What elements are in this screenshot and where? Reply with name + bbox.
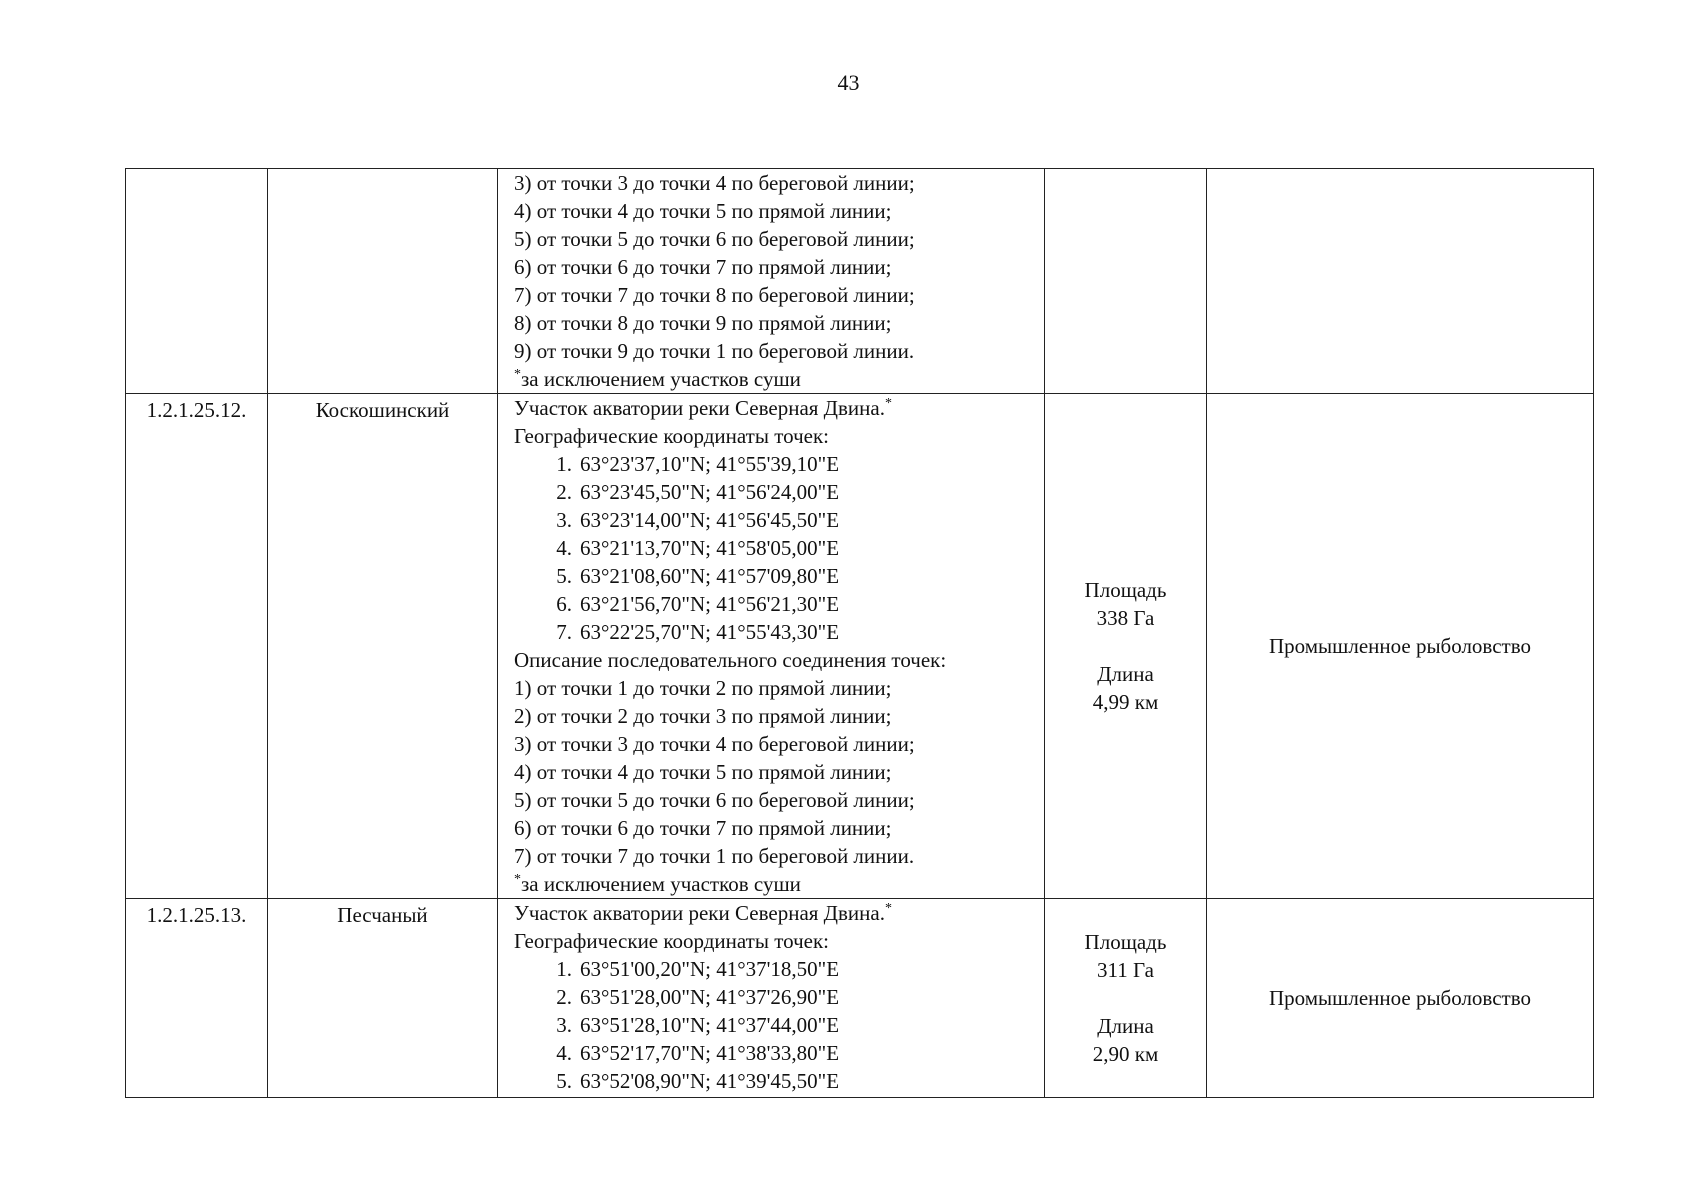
coordinate-value: 63°23'45,50"N; 41°56'24,00"E [580,480,840,504]
coordinate-index: 6. [556,592,572,616]
description-line: 2) от точки 2 до точки 3 по прямой линии; [514,704,892,728]
cell-purpose: Промышленное рыболовство [1207,899,1594,1098]
description-line: 9) от точки 9 до точки 1 по береговой линии. [514,339,915,363]
coordinate-item [514,1011,1044,1039]
coordinate-index: 2. [556,480,572,504]
footnote-star: * [884,396,892,411]
coordinate-value: 63°21'13,70"N; 41°58'05,00"E [580,536,840,560]
cell-name: Коскошинский [268,394,498,899]
cell-name-empty [268,169,498,394]
coordinate-value: 63°52'17,70"N; 41°38'33,80"E [580,1041,840,1065]
coordinate-index: 5. [556,1069,572,1093]
length-label: Длина [1097,1014,1154,1038]
description-line: 7) от точки 7 до точки 1 по береговой линии. [514,844,915,868]
cell-description [498,394,1045,899]
coordinate-item [514,1067,1044,1095]
footnote-text: за исключением участков суши [521,872,801,896]
coordinate-index: 4. [556,1041,572,1065]
footnote-star: * [514,872,521,887]
cell-number: 1.2.1.25.13. [126,899,268,1098]
coordinate-value: 63°51'28,00"N; 41°37'26,90"E [580,985,840,1009]
area-label: Площадь [1084,930,1167,954]
footnote [514,365,1044,393]
area-intro-text: Участок акватории реки Северная Двина. [514,901,885,925]
cell-description [498,899,1045,1098]
description-line: 6) от точки 6 до точки 7 по прямой линии; [514,816,892,840]
area-value: 338 Га [1096,606,1155,630]
coordinate-value: 63°21'56,70"N; 41°56'21,30"E [580,592,840,616]
cell-number-empty [126,169,268,394]
cell-name: Песчаный [268,899,498,1098]
cell-description-continuation [498,169,1045,394]
coordinate-value: 63°51'00,20"N; 41°37'18,50"E [580,957,840,981]
coordinate-value: 63°23'14,00"N; 41°56'45,50"E [580,508,840,532]
area-value: 311 Га [1097,958,1154,982]
cell-size [1045,394,1207,899]
coordinate-index: 3. [556,508,572,532]
area-label: Площадь [1084,578,1167,602]
description-line: 7) от точки 7 до точки 8 по береговой линии; [514,283,915,307]
coords-title: Географические координаты точек: [514,424,829,448]
coordinate-item [514,534,1044,562]
description-line: 3) от точки 3 до точки 4 по береговой линии; [514,171,915,195]
description-line: 6) от точки 6 до точки 7 по прямой линии; [514,255,892,279]
coordinate-item [514,1039,1044,1067]
coords-title: Географические координаты точек: [514,929,829,953]
footnote-star: * [884,901,892,916]
coordinate-item [514,450,1044,478]
coordinate-index: 7. [556,620,572,644]
table-row [126,899,1594,1098]
coordinate-item [514,562,1044,590]
length-label: Длина [1097,662,1154,686]
coordinate-item [514,506,1044,534]
cell-size-empty [1045,169,1207,394]
coordinate-index: 2. [556,985,572,1009]
fishing-areas-table [125,168,1594,1098]
coordinate-index: 5. [556,564,572,588]
footnote-star: * [514,367,521,382]
description-line: 1) от точки 1 до точки 2 по прямой линии; [514,676,892,700]
page-number: 43 [837,70,860,95]
coordinate-index: 3. [556,1013,572,1037]
cell-purpose-empty [1207,169,1594,394]
cell-number: 1.2.1.25.12. [126,394,268,899]
length-value: 4,99 км [1092,690,1159,714]
description-line: 5) от точки 5 до точки 6 по береговой линии; [514,227,915,251]
table-row [126,394,1594,899]
description-line: 8) от точки 8 до точки 9 по прямой линии; [514,311,892,335]
description-line: 4) от точки 4 до точки 5 по прямой линии; [514,760,892,784]
coordinate-item [514,590,1044,618]
length-value: 2,90 км [1092,1042,1159,1066]
footnote [514,870,1044,898]
coordinate-item [514,618,1044,646]
footnote-text: за исключением участков суши [521,367,801,391]
cell-size [1045,899,1207,1098]
description-line: 5) от точки 5 до точки 6 по береговой линии; [514,788,915,812]
area-intro-text: Участок акватории реки Северная Двина. [514,396,885,420]
coordinate-value: 63°51'28,10"N; 41°37'44,00"E [580,1013,840,1037]
coordinate-item [514,955,1044,983]
table-row-continuation [126,169,1594,394]
coordinate-value: 63°21'08,60"N; 41°57'09,80"E [580,564,840,588]
coordinate-index: 1. [556,452,572,476]
description-line: 4) от точки 4 до точки 5 по прямой линии; [514,199,892,223]
coordinate-item [514,983,1044,1011]
coordinate-value: 63°23'37,10"N; 41°55'39,10"E [580,452,840,476]
coordinate-item [514,478,1044,506]
area-intro [514,394,1044,422]
description-title: Описание последовательного соединения точек: [514,648,947,672]
cell-purpose: Промышленное рыболовство [1207,394,1594,899]
coordinate-value: 63°52'08,90"N; 41°39'45,50"E [580,1069,840,1093]
coordinate-index: 4. [556,536,572,560]
area-intro [514,899,1044,927]
coordinate-value: 63°22'25,70"N; 41°55'43,30"E [580,620,840,644]
description-line: 3) от точки 3 до точки 4 по береговой линии; [514,732,915,756]
coordinate-index: 1. [556,957,572,981]
